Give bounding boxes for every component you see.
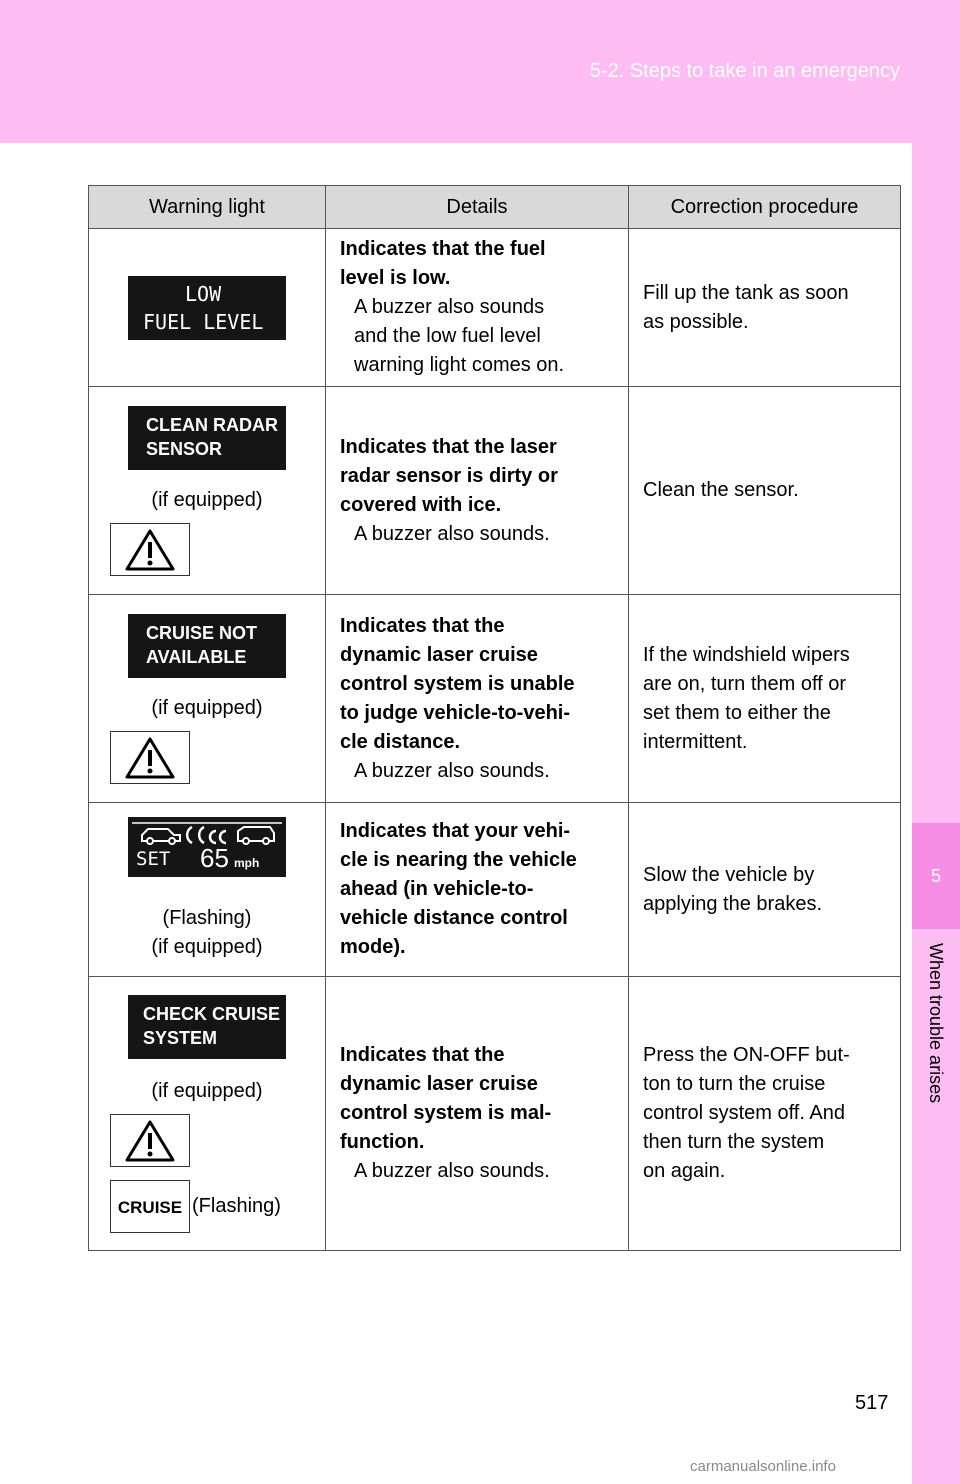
details-cell bbox=[326, 803, 629, 977]
details-cell bbox=[326, 977, 629, 1251]
table-row bbox=[89, 229, 901, 387]
details-bold-line: dynamic laser cruise bbox=[340, 1073, 538, 1095]
cruise-indicator: CRUISE bbox=[110, 1180, 190, 1233]
details-bold-line: Indicates that the laser bbox=[340, 435, 557, 458]
table-row bbox=[89, 595, 901, 803]
correction-cell bbox=[629, 387, 901, 595]
table-header-row bbox=[89, 186, 901, 229]
warning-light-cell bbox=[89, 595, 326, 803]
table-row bbox=[89, 977, 901, 1251]
details-bold-line: Indicates that the fuel bbox=[340, 238, 546, 260]
clean-radar-display bbox=[128, 406, 286, 470]
correction-cell bbox=[629, 595, 901, 803]
speed-unit: mph bbox=[234, 856, 260, 870]
warning-table bbox=[88, 185, 901, 1251]
flashing-caption: (Flashing) bbox=[162, 907, 252, 929]
details-bold-line: Indicates that the bbox=[340, 614, 505, 637]
page-number: 517 bbox=[855, 1392, 889, 1414]
details-bold-line: covered with ice. bbox=[340, 493, 502, 516]
details-bold-line: Indicates that your vehi- bbox=[340, 820, 571, 842]
correction-line: Slow the vehicle by bbox=[643, 863, 815, 886]
details-line: and the low fuel level bbox=[354, 325, 541, 347]
exclamation-warning-icon bbox=[110, 523, 190, 576]
correction-line: If the windshield wipers bbox=[643, 643, 850, 666]
if-equipped-caption: (if equipped) bbox=[151, 488, 263, 511]
details-line: A buzzer also sounds bbox=[354, 296, 545, 318]
warning-light-cell bbox=[89, 387, 326, 595]
side-band bbox=[912, 143, 960, 1484]
details-bold-line: to judge vehicle-to-vehi- bbox=[340, 701, 571, 724]
warning-light-cell bbox=[89, 229, 326, 387]
vehicle-distance-display bbox=[128, 817, 286, 877]
details-bold-line: mode). bbox=[340, 936, 406, 958]
correction-line: then turn the system bbox=[643, 1131, 825, 1153]
display-line: LOW bbox=[185, 281, 222, 306]
check-cruise-display bbox=[128, 995, 286, 1059]
details-bold-line: function. bbox=[340, 1131, 425, 1153]
details-bold-line: control system is unable bbox=[340, 672, 575, 695]
cruise-not-available-display bbox=[128, 614, 286, 678]
correction-cell bbox=[629, 229, 901, 387]
details-bold-line: level is low. bbox=[340, 267, 451, 289]
low-fuel-display bbox=[128, 276, 286, 340]
display-line: AVAILABLE bbox=[146, 646, 247, 667]
details-bold-line: radar sensor is dirty or bbox=[340, 464, 558, 487]
display-line: SYSTEM bbox=[143, 1027, 218, 1048]
display-line: CRUISE NOT bbox=[146, 622, 258, 643]
header-details: Details bbox=[326, 186, 629, 229]
cruise-indicator-row bbox=[110, 1180, 325, 1233]
display-line: CHECK CRUISE bbox=[143, 1003, 281, 1024]
correction-line: set them to either the bbox=[643, 701, 831, 724]
header-warning-light: Warning light bbox=[89, 186, 326, 229]
details-cell bbox=[326, 595, 629, 803]
details-line: A buzzer also sounds. bbox=[354, 1160, 550, 1182]
correction-line: intermittent. bbox=[643, 730, 748, 753]
set-speed-value: 65 bbox=[200, 843, 229, 873]
details-bold-line: vehicle distance control bbox=[340, 907, 568, 929]
details-cell bbox=[326, 387, 629, 595]
correction-line: are on, turn them off or bbox=[643, 672, 847, 695]
warning-light-cell bbox=[89, 977, 326, 1251]
correction-line: Clean the sensor. bbox=[643, 479, 799, 501]
watermark: carmanualsonline.info bbox=[690, 1458, 836, 1475]
details-bold-line: Indicates that the bbox=[340, 1044, 505, 1066]
correction-cell bbox=[629, 977, 901, 1251]
details-bold-line: ahead (in vehicle-to- bbox=[340, 878, 534, 900]
if-equipped-caption: (if equipped) bbox=[151, 696, 263, 719]
if-equipped-caption: (if equipped) bbox=[151, 936, 263, 958]
exclamation-warning-icon bbox=[110, 1114, 190, 1167]
correction-line: on again. bbox=[643, 1160, 726, 1182]
details-line: A buzzer also sounds. bbox=[354, 522, 550, 545]
details-bold-line: cle is nearing the vehicle bbox=[340, 849, 577, 871]
correction-line: Press the ON-OFF but- bbox=[643, 1044, 850, 1066]
details-cell bbox=[326, 229, 629, 387]
exclamation-warning-icon bbox=[110, 731, 190, 784]
chapter-title: When trouble arises bbox=[926, 943, 946, 1104]
correction-line: applying the brakes. bbox=[643, 892, 823, 915]
details-line: warning light comes on. bbox=[354, 354, 565, 376]
details-bold-line: dynamic laser cruise bbox=[340, 643, 538, 666]
correction-cell bbox=[629, 803, 901, 977]
chapter-number: 5 bbox=[930, 866, 941, 886]
correction-line: ton to turn the cruise bbox=[643, 1073, 826, 1095]
set-label: SET bbox=[136, 848, 171, 870]
correction-line: control system off. And bbox=[643, 1102, 845, 1124]
details-bold-line: cle distance. bbox=[340, 730, 461, 753]
display-line: FUEL LEVEL bbox=[143, 309, 264, 334]
vehicle-distance-icon bbox=[128, 819, 286, 845]
flashing-caption: (Flashing) bbox=[192, 1194, 281, 1217]
section-title: 5-2. Steps to take in an emergency bbox=[589, 60, 900, 82]
header-correction: Correction procedure bbox=[629, 186, 901, 229]
details-line: A buzzer also sounds. bbox=[354, 759, 550, 782]
display-line: CLEAN RADAR bbox=[146, 414, 278, 435]
correction-line: as possible. bbox=[643, 310, 749, 333]
table-row bbox=[89, 387, 901, 595]
details-bold-line: control system is mal- bbox=[340, 1102, 552, 1124]
display-line: SENSOR bbox=[146, 438, 223, 459]
warning-light-cell bbox=[89, 803, 326, 977]
if-equipped-caption: (if equipped) bbox=[151, 1079, 263, 1102]
correction-line: Fill up the tank as soon bbox=[643, 281, 849, 304]
table-row bbox=[89, 803, 901, 977]
